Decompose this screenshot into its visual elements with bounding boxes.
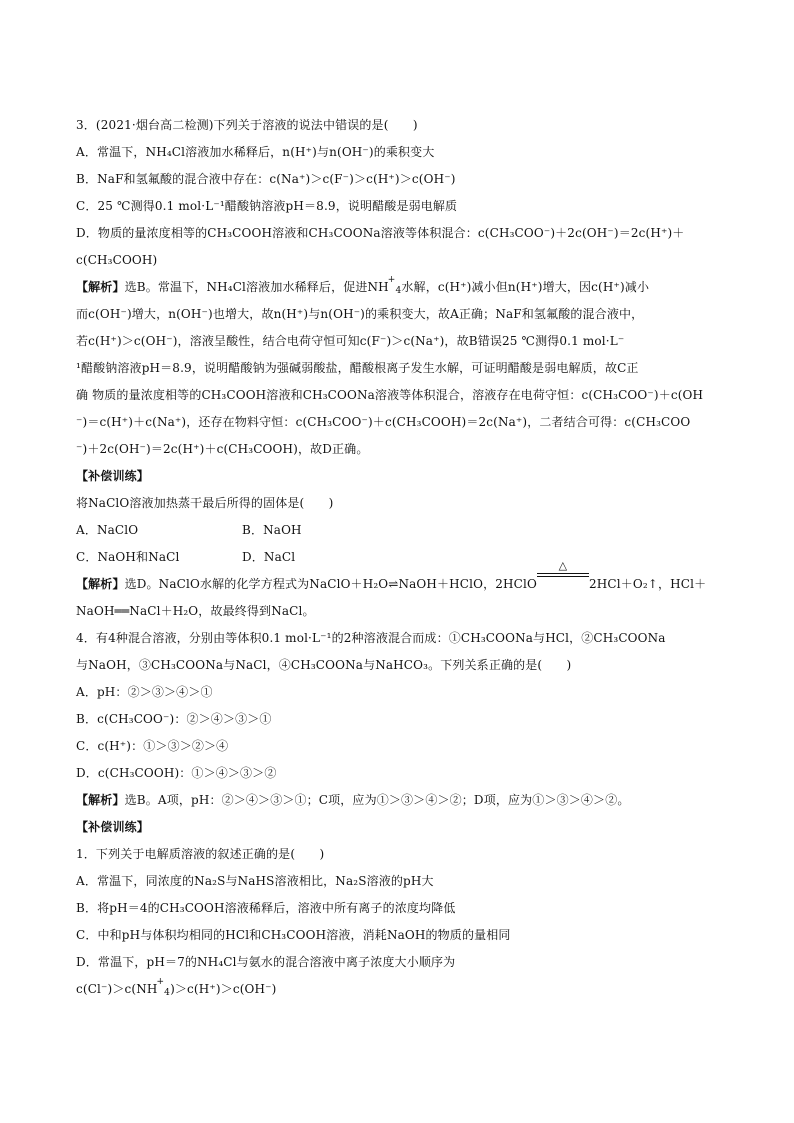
q4-option-d: D．c(CH₃COOH)：①＞④＞③＞② [76,766,277,780]
compensation-tag: 【补偿训练】 [76,469,149,483]
comp1-stem: 将NaClO溶液加热蒸干最后所得的固体是( ) [76,496,334,510]
comp2-option-d: D．常温下，pH＝7的NH₄Cl与氨水的混合溶液中离子浓度大小顺序为 [76,955,456,969]
analysis1-line3: 若c(H⁺)＞c(OH⁻)，溶液呈酸性，结合电荷守恒可知c(F⁻)＞c(Na⁺)，故B错误25 ℃测得0.1 mol·L⁻ [76,334,625,348]
q3-option-b: B．NaF和氢氟酸的混合液中存在：c(Na⁺)＞c(F⁻)＞c(H⁺)＞c(OH⁻) [76,172,456,186]
comp1-option-c: C．NaOH和NaCl [76,550,180,564]
compensation-tag: 【补偿训练】 [76,820,149,834]
analysis-tag: 【解析】 [76,280,125,294]
analysis1-line5: 确 物质的量浓度相等的CH₃COOH溶液和CH₃COONa溶液等体积混合，溶液存在电荷守恒：c(CH₃COO⁻)＋c(OH [76,388,704,402]
q3-option-d: D．物质的量浓度相等的CH₃COOH溶液和CH₃COONa溶液等体积混合：c(CH₃COO⁻)＋2c(OH⁻)＝2c(H⁺)＋ [76,226,685,240]
delta-icon: △ [558,559,568,572]
comp2-option-d-cont [76,976,726,1003]
comp2-option-a: A．常温下，同浓度的Na₂S与NaHS溶液相比，Na₂S溶液的pH大 [76,874,434,888]
analysis1-line1 [76,274,726,301]
q3-option-a: A．常温下，NH₄Cl溶液加水稀释后，n(H⁺)与n(OH⁻)的乘积变大 [76,145,435,159]
analysis1-line4: ¹醋酸钠溶液pH＝8.9，说明醋酸钠为强碱弱酸盐，醋酸根离子发生水解，可证明醋酸是弱电解质，故C正 [76,361,639,375]
analysis3-line [76,787,726,814]
nh4-superscript: +$_4$ [387,275,402,296]
comp2-option-b: B．将pH＝4的CH₃COOH溶液稀释后，溶液中所有离子的浓度均降低 [76,901,456,915]
q4-option-a: A．pH：②＞③＞④＞① [76,685,213,699]
analysis1-line7: ⁻)＋2c(OH⁻)＝2c(H⁺)＋c(CH₃COOH)，故D正确。 [76,442,369,456]
analysis3-text: 选B。A项，pH：②＞④＞③＞①；C项，应为①＞③＞④＞②；D项，应为①＞③＞④＞②。 [124,793,630,807]
analysis1-text-a: 选B。常温下，NH₄Cl溶液加水稀释后，促进NH [124,280,389,294]
heat-condition-arrow [537,559,589,598]
q4-stem-line2: 与NaOH，③CH₃COONa与NaCl，④CH₃COONa与NaHCO₃。下列关系正确的是( ) [76,658,572,672]
comp2-d-text-a: c(Cl⁻)＞c(NH [76,982,158,996]
q4-option-b: B．c(CH₃COO⁻)：②＞④＞③＞① [76,712,272,726]
analysis2-text-a: 选D。NaClO水解的化学方程式为NaClO＋H₂O⇌NaOH＋HClO，2HClO [124,577,537,591]
comp1-option-b: B．NaOH [242,523,302,537]
analysis1-line6: ⁻)＝c(H⁺)＋c(Na⁺)，还存在物料守恒：c(CH₃COO⁻)＋c(CH₃COOH)＝2c(Na⁺)，二者结合可得：c(CH₃COO [76,415,691,429]
comp2-option-c: C．中和pH与体积均相同的HCl和CH₃COOH溶液，消耗NaOH的物质的量相同 [76,928,511,942]
analysis2-text-b: 2HCl＋O₂↑，HCl＋ [588,577,707,591]
comp2-d-text-b: )＞c(H⁺)＞c(OH⁻) [170,982,277,996]
comp1-option-d: D．NaCl [242,550,296,564]
analysis2-line2: NaOH══NaCl＋H₂O，故最终得到NaCl。 [76,604,315,618]
q4-option-c: C．c(H⁺)：①＞③＞②＞④ [76,739,229,753]
analysis1-text-b: 水解，c(H⁺)减小但n(H⁺)增大，因c(H⁺)减小 [401,280,650,294]
comp2-stem: 1．下列关于电解质溶液的叙述正确的是( ) [76,847,325,861]
analysis-tag: 【解析】 [76,577,125,591]
nh4-superscript: +$_4$ [156,977,171,998]
q3-option-c: C．25 ℃测得0.1 mol·L⁻¹醋酸钠溶液pH＝8.9，说明醋酸是弱电解质 [76,199,458,213]
comp1-option-a: A．NaClO [76,523,139,537]
analysis1-line2: 而c(OH⁻)增大，n(OH⁻)也增大，故n(H⁺)与n(OH⁻)的乘积变大，故A正确；NaF和氢氟酸的混合液中， [76,307,644,321]
analysis2-line1 [76,559,726,598]
analysis-tag: 【解析】 [76,793,125,807]
q4-stem-line1: 4．有4种混合溶液，分别由等体积0.1 mol·L⁻¹的2种溶液混合而成：①CH₃COONa与HCl，②CH₃COONa [76,631,666,645]
q3-stem: 3．(2021·烟台高二检测)下列关于溶液的说法中错误的是( ) [76,118,418,132]
comp1-options-ab [76,517,726,544]
document-page [76,112,726,1003]
comp1-options-cd [76,544,726,571]
q3-option-d-cont: c(CH₃COOH) [76,253,158,267]
